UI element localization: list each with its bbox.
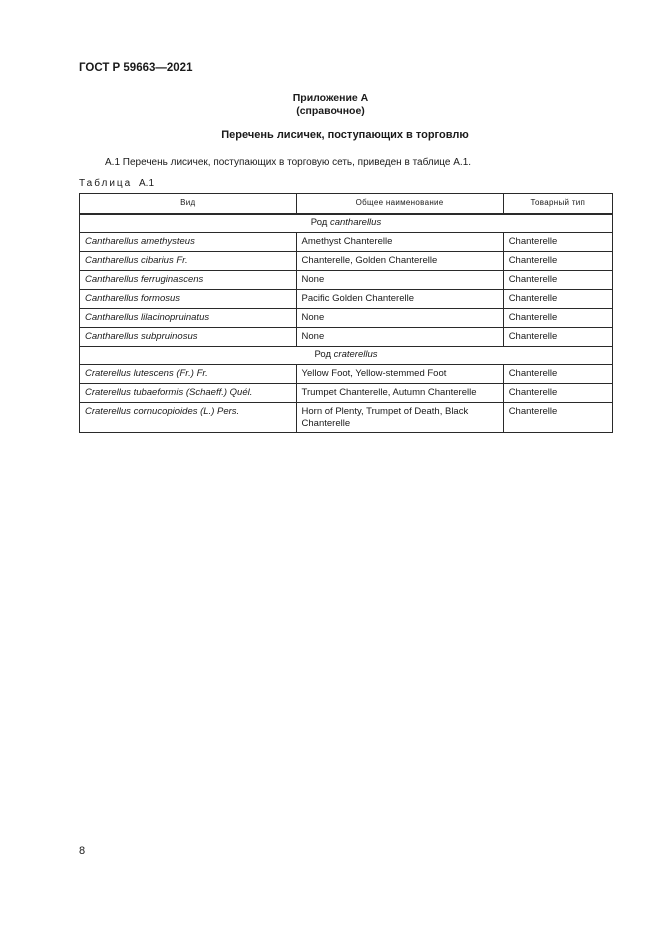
common-name-cell: Amethyst Chanterelle	[296, 233, 503, 252]
appendix-title: Приложение А	[292, 92, 369, 104]
table-caption-label: Таблица	[79, 178, 133, 189]
species-cell: Cantharellus ferruginascens	[80, 271, 297, 290]
table-row	[80, 252, 613, 271]
genus-cell	[80, 214, 613, 233]
species-table	[79, 193, 613, 433]
species-cell: Cantharellus cibarius Fr.	[80, 252, 297, 271]
table-row	[80, 233, 613, 252]
common-name-cell: Chanterelle, Golden Chanterelle	[296, 252, 503, 271]
common-name-cell: Pacific Golden Chanterelle	[296, 290, 503, 309]
table-caption	[79, 178, 154, 189]
genus-prefix: Род	[310, 217, 330, 228]
common-name-cell: None	[296, 271, 503, 290]
column-header-species: Вид	[80, 194, 297, 215]
species-cell: Craterellus tubaeformis (Schaeff.) Quél.	[80, 384, 297, 403]
table-row	[80, 290, 613, 309]
column-header-commercial-type: Товарный тип	[503, 194, 612, 215]
species-cell: Cantharellus subpruinosus	[80, 328, 297, 347]
common-name-cell: None	[296, 328, 503, 347]
common-name-cell: Yellow Foot, Yellow-stemmed Foot	[296, 365, 503, 384]
genus-row	[80, 214, 613, 233]
genus-name: cantharellus	[329, 217, 382, 228]
type-cell: Chanterelle	[503, 271, 612, 290]
type-cell: Chanterelle	[503, 403, 612, 433]
table-row	[80, 271, 613, 290]
genus-row	[80, 347, 613, 365]
appendix-note: (справочное)	[296, 105, 365, 117]
type-cell: Chanterelle	[503, 365, 612, 384]
genus-name: craterellus	[333, 349, 378, 360]
common-name-cell: Horn of Plenty, Trumpet of Death, Black Chanterelle	[296, 403, 503, 433]
table-header-row	[80, 194, 613, 215]
table-row	[80, 328, 613, 347]
species-cell: Cantharellus formosus	[80, 290, 297, 309]
standard-code: ГОСТ Р 59663—2021	[79, 62, 193, 74]
type-cell: Chanterelle	[503, 384, 612, 403]
table-row	[80, 365, 613, 384]
table-caption-number: А.1	[139, 178, 155, 189]
table-row	[80, 403, 613, 433]
table-row	[80, 309, 613, 328]
genus-prefix: Род	[314, 349, 334, 360]
intro-text: А.1 Перечень лисичек, поступающих в торговую сеть, приведен в таблице А.1.	[105, 157, 472, 168]
common-name-cell: None	[296, 309, 503, 328]
section-heading: Перечень лисичек, поступающих в торговлю	[221, 129, 469, 141]
type-cell: Chanterelle	[503, 290, 612, 309]
page-number: 8	[79, 845, 86, 857]
species-cell: Craterellus lutescens (Fr.) Fr.	[80, 365, 297, 384]
species-cell: Craterellus cornucopioides (L.) Pers.	[80, 403, 297, 433]
table-row	[80, 384, 613, 403]
genus-cell	[80, 347, 613, 365]
column-header-common-name: Общее наименование	[296, 194, 503, 215]
type-cell: Chanterelle	[503, 328, 612, 347]
common-name-cell: Trumpet Chanterelle, Autumn Chanterelle	[296, 384, 503, 403]
type-cell: Chanterelle	[503, 233, 612, 252]
type-cell: Chanterelle	[503, 309, 612, 328]
species-cell: Cantharellus lilacinopruinatus	[80, 309, 297, 328]
species-cell: Cantharellus amethysteus	[80, 233, 297, 252]
type-cell: Chanterelle	[503, 252, 612, 271]
